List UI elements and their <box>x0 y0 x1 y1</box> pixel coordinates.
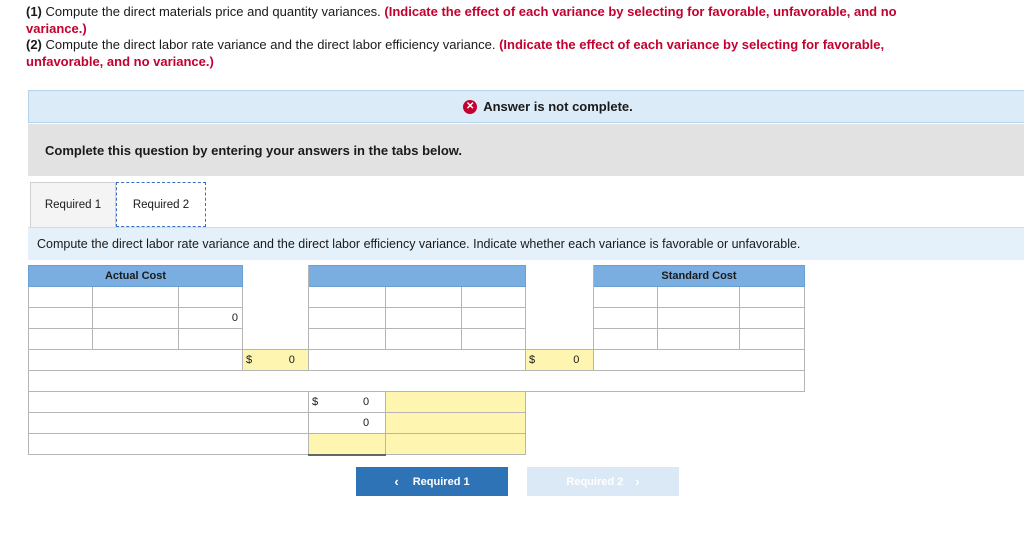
input-cell[interactable] <box>462 287 526 308</box>
variance-amount-cell <box>309 392 386 413</box>
input-cell[interactable] <box>309 329 386 350</box>
actual-value-cell: 0 <box>179 308 243 329</box>
variance-effect-select[interactable] <box>386 392 526 413</box>
actual-cost-header: Actual Cost <box>29 266 243 287</box>
tab-required-1[interactable] <box>30 182 116 227</box>
input-cell[interactable] <box>594 329 658 350</box>
standard-cost-header: Standard Cost <box>594 266 805 287</box>
input-cell[interactable] <box>309 287 386 308</box>
input-cell[interactable] <box>93 329 179 350</box>
prev-required-1-button[interactable] <box>356 467 508 496</box>
total-variance-label-cell[interactable] <box>29 434 309 455</box>
dollar-sign: $ <box>246 354 253 366</box>
empty-area <box>526 434 805 455</box>
separator-row <box>29 371 805 392</box>
dollar-sign: $ <box>529 354 536 366</box>
input-cell[interactable] <box>93 308 179 329</box>
input-cell[interactable] <box>658 308 740 329</box>
input-cell[interactable] <box>386 308 462 329</box>
input-cell[interactable] <box>179 287 243 308</box>
part-1-label: (1) <box>26 4 42 19</box>
alert-text: Answer is not complete. <box>483 99 633 114</box>
total-variance-cell[interactable] <box>309 434 386 455</box>
spacer-cell <box>526 287 594 308</box>
spacer-cell <box>243 329 309 350</box>
input-cell[interactable] <box>29 308 93 329</box>
spacer-cell <box>526 329 594 350</box>
button-label: Required 2 <box>566 475 624 488</box>
total-effect-select[interactable] <box>386 434 526 455</box>
input-cell[interactable] <box>594 287 658 308</box>
chevron-right-icon: › <box>635 474 640 489</box>
spacer-cell <box>526 266 594 287</box>
input-cell[interactable] <box>594 308 658 329</box>
variance-effect-select[interactable] <box>386 413 526 434</box>
input-cell[interactable] <box>740 287 805 308</box>
part-1-text: Compute the direct materials price and quantity variances. <box>41 4 385 19</box>
input-cell[interactable] <box>93 287 179 308</box>
empty-area <box>526 392 805 413</box>
instruction-part-2 <box>26 37 906 70</box>
actual-total-cell <box>243 350 309 371</box>
variance-label-cell[interactable] <box>29 413 309 434</box>
button-label: Required 1 <box>412 475 470 488</box>
question-text: Compute the direct labor rate variance and the direct labor efficiency variance. Indicate whether each variance is favorable or unfavorable. <box>37 237 801 251</box>
part-1-note: (Indicate the effect of each variance by selecting for favorable, unfavorable, and no variance.) <box>26 4 897 36</box>
part-2-note: (Indicate the effect of each variance by selecting for favorable, unfavorable, and no variance.) <box>26 37 885 69</box>
standard-total-value: 0 <box>573 354 580 366</box>
input-cell[interactable] <box>658 287 740 308</box>
input-cell[interactable] <box>740 329 805 350</box>
input-cell[interactable] <box>29 287 93 308</box>
input-cell[interactable] <box>386 329 462 350</box>
part-2-label: (2) <box>26 37 42 52</box>
variance-worksheet <box>28 265 805 456</box>
question-prompt <box>28 227 1024 260</box>
dollar-sign: $ <box>312 396 319 408</box>
input-cell[interactable] <box>386 287 462 308</box>
variance-amount-cell <box>309 413 386 434</box>
actual-total-label-cell <box>29 350 243 371</box>
tab-label: Required 1 <box>44 199 102 211</box>
instruction-part-1 <box>26 4 906 37</box>
spacer-cell <box>526 308 594 329</box>
variance-label-cell[interactable] <box>29 392 309 413</box>
spacer-cell <box>243 266 309 287</box>
chevron-left-icon: ‹ <box>394 474 399 489</box>
standard-total-cell <box>526 350 594 371</box>
next-required-2-button[interactable] <box>527 467 679 496</box>
input-cell[interactable] <box>740 308 805 329</box>
input-cell[interactable] <box>179 329 243 350</box>
input-cell[interactable] <box>309 308 386 329</box>
empty-area <box>526 413 805 434</box>
complete-instruction-text: Complete this question by entering your answers in the tabs below. <box>45 142 463 158</box>
spacer-cell <box>243 287 309 308</box>
input-cell[interactable] <box>29 329 93 350</box>
complete-instruction-box <box>28 124 1024 176</box>
input-cell[interactable] <box>462 329 526 350</box>
spacer-cell <box>243 308 309 329</box>
instructions <box>26 4 906 70</box>
input-cell[interactable] <box>462 308 526 329</box>
answer-status-alert <box>28 90 1024 123</box>
actual-total-value: 0 <box>288 354 295 366</box>
part-2-text: Compute the direct labor rate variance and the direct labor efficiency variance. <box>41 37 500 52</box>
tab-label: Required 2 <box>132 198 190 211</box>
standard-total-label-cell <box>594 350 805 371</box>
variance-2-value: 0 <box>362 417 370 429</box>
tab-required-2[interactable] <box>116 182 206 227</box>
variance-1-value: 0 <box>362 396 370 408</box>
input-cell[interactable] <box>658 329 740 350</box>
middle-total-cell <box>309 350 526 371</box>
x-circle-icon: ✕ <box>463 100 477 114</box>
middle-header <box>309 266 526 287</box>
